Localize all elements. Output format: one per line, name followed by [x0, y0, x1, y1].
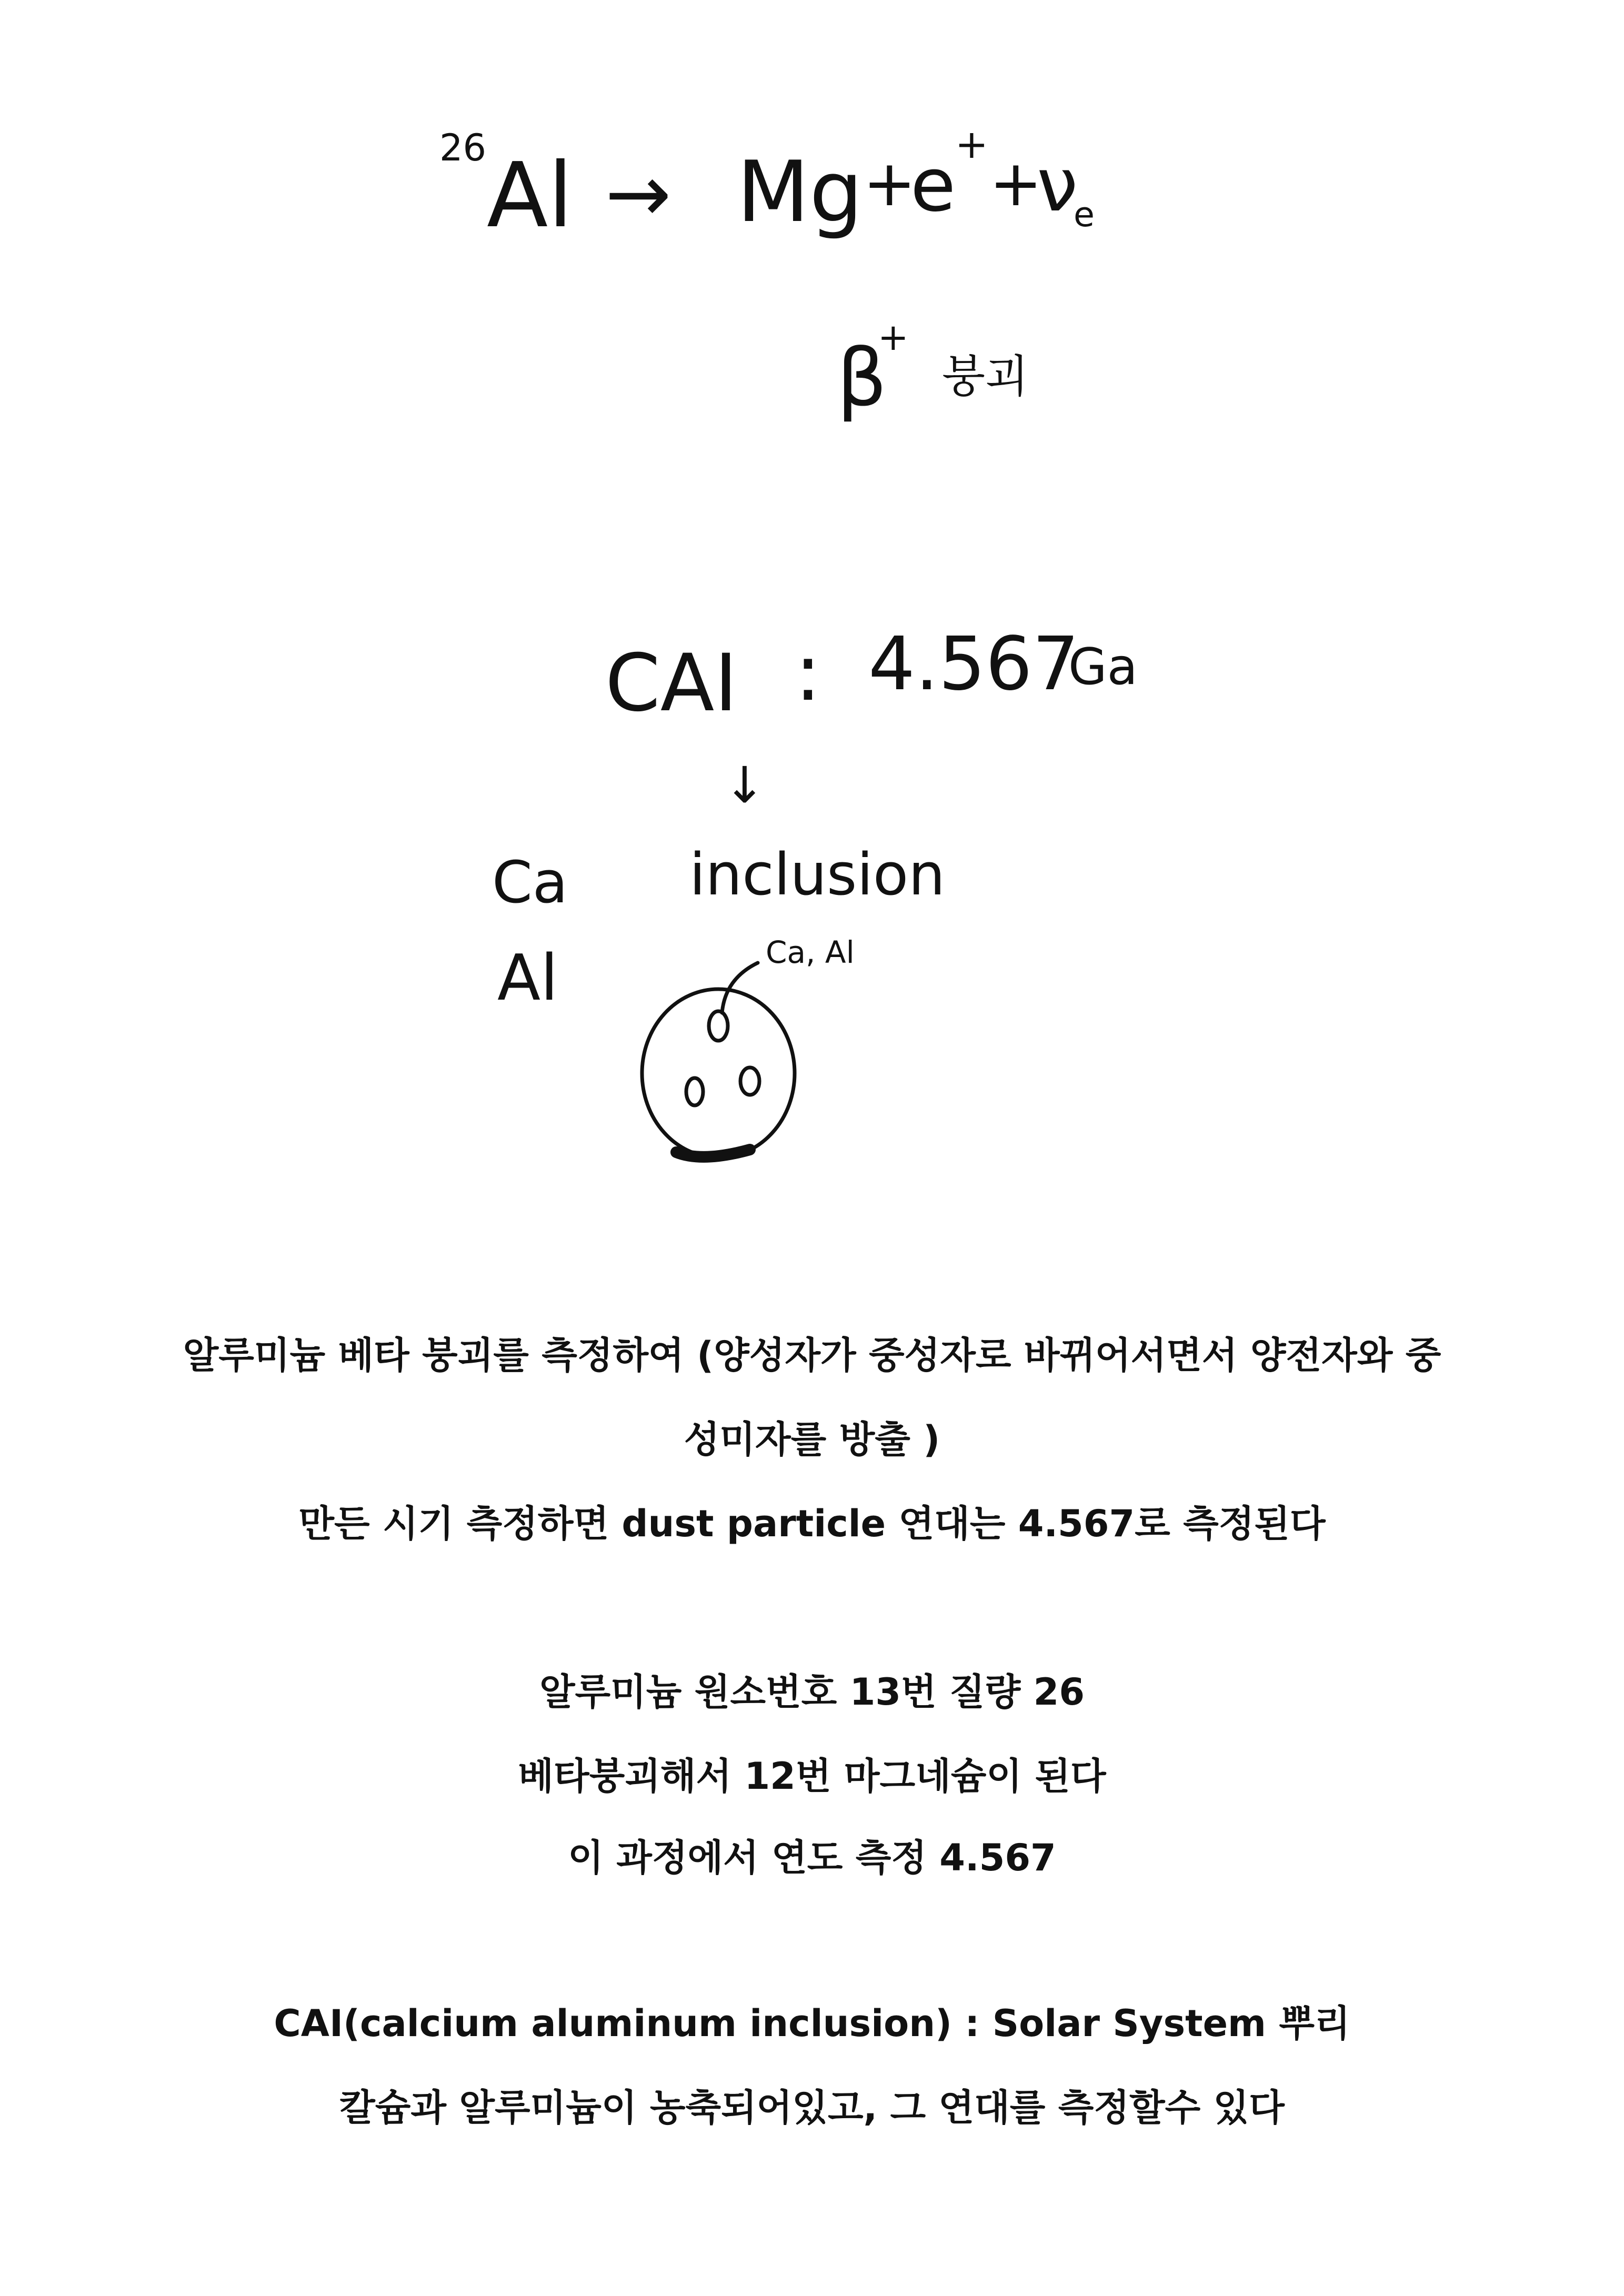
inclusion-grain-1 [709, 1011, 728, 1041]
decay-korean-label: 붕괴 [942, 351, 1029, 403]
positron-charge: + [955, 121, 988, 167]
cai-acronym: CAI [605, 638, 738, 729]
beta-symbol: β [837, 333, 887, 424]
note-para1-line3: 만든 시기 측정하면 dust particle 연대는 4.567로 측정된다 [298, 1502, 1326, 1545]
note-para2-line2: 베타붕괴해서 12번 마그네슘이 된다 [518, 1755, 1106, 1798]
particle-label: Ca, Al [766, 934, 855, 970]
aluminum-letter: Al [497, 942, 558, 1015]
particle-outline [642, 989, 795, 1157]
note-para3-line2: 칼슘과 알루미늄이 농축되어있고, 그 연대를 측정할수 있다 [339, 2086, 1285, 2129]
down-arrow: ↓ [724, 757, 766, 814]
neutrino-subscript: e [1074, 195, 1095, 235]
note-para3-line1: CAI(calcium aluminum inclusion) : Solar System 뿌리 [274, 2002, 1350, 2045]
note-para1-line2: 성미자를 방출 ) [684, 1418, 940, 1461]
note-para1-line1: 알루미늄 베타 붕괴를 측정하여 (양성자가 중성자로 바뀌어서면서 양전자와 중 [183, 1334, 1441, 1377]
inclusion-grain-2 [686, 1078, 703, 1105]
particle-shadow [676, 1150, 750, 1157]
note-para2-line3: 이 과정에서 연도 측정 4.567 [568, 1836, 1056, 1879]
label-pointer [722, 963, 758, 1013]
beta-decay-label [837, 316, 1028, 424]
calcium-letter: Ca [492, 849, 568, 916]
plus-sign-1: + [863, 147, 916, 220]
aluminum-symbol: Al [487, 144, 573, 248]
neutrino-symbol: ν [1037, 143, 1078, 228]
dust-particle-drawing [642, 963, 795, 1157]
cai-age [605, 621, 1138, 729]
mass-number: 26 [439, 126, 487, 169]
decay-equation [439, 121, 1095, 248]
reaction-arrow: → [605, 148, 671, 240]
cai-colon: : [795, 627, 821, 719]
plus-sign-2: + [989, 147, 1042, 220]
beta-charge: + [878, 316, 909, 359]
cai-age-value: 4.567 [868, 621, 1079, 707]
inclusion-word: inclusion [689, 841, 945, 908]
inclusion-grain-3 [740, 1068, 759, 1095]
cai-age-unit: Ga [1068, 638, 1138, 696]
note-para2-line1: 알루미늄 원소번호 13번 질량 26 [539, 1670, 1085, 1714]
magnesium-symbol: Mg [737, 143, 863, 241]
positron-symbol: e [910, 143, 956, 228]
